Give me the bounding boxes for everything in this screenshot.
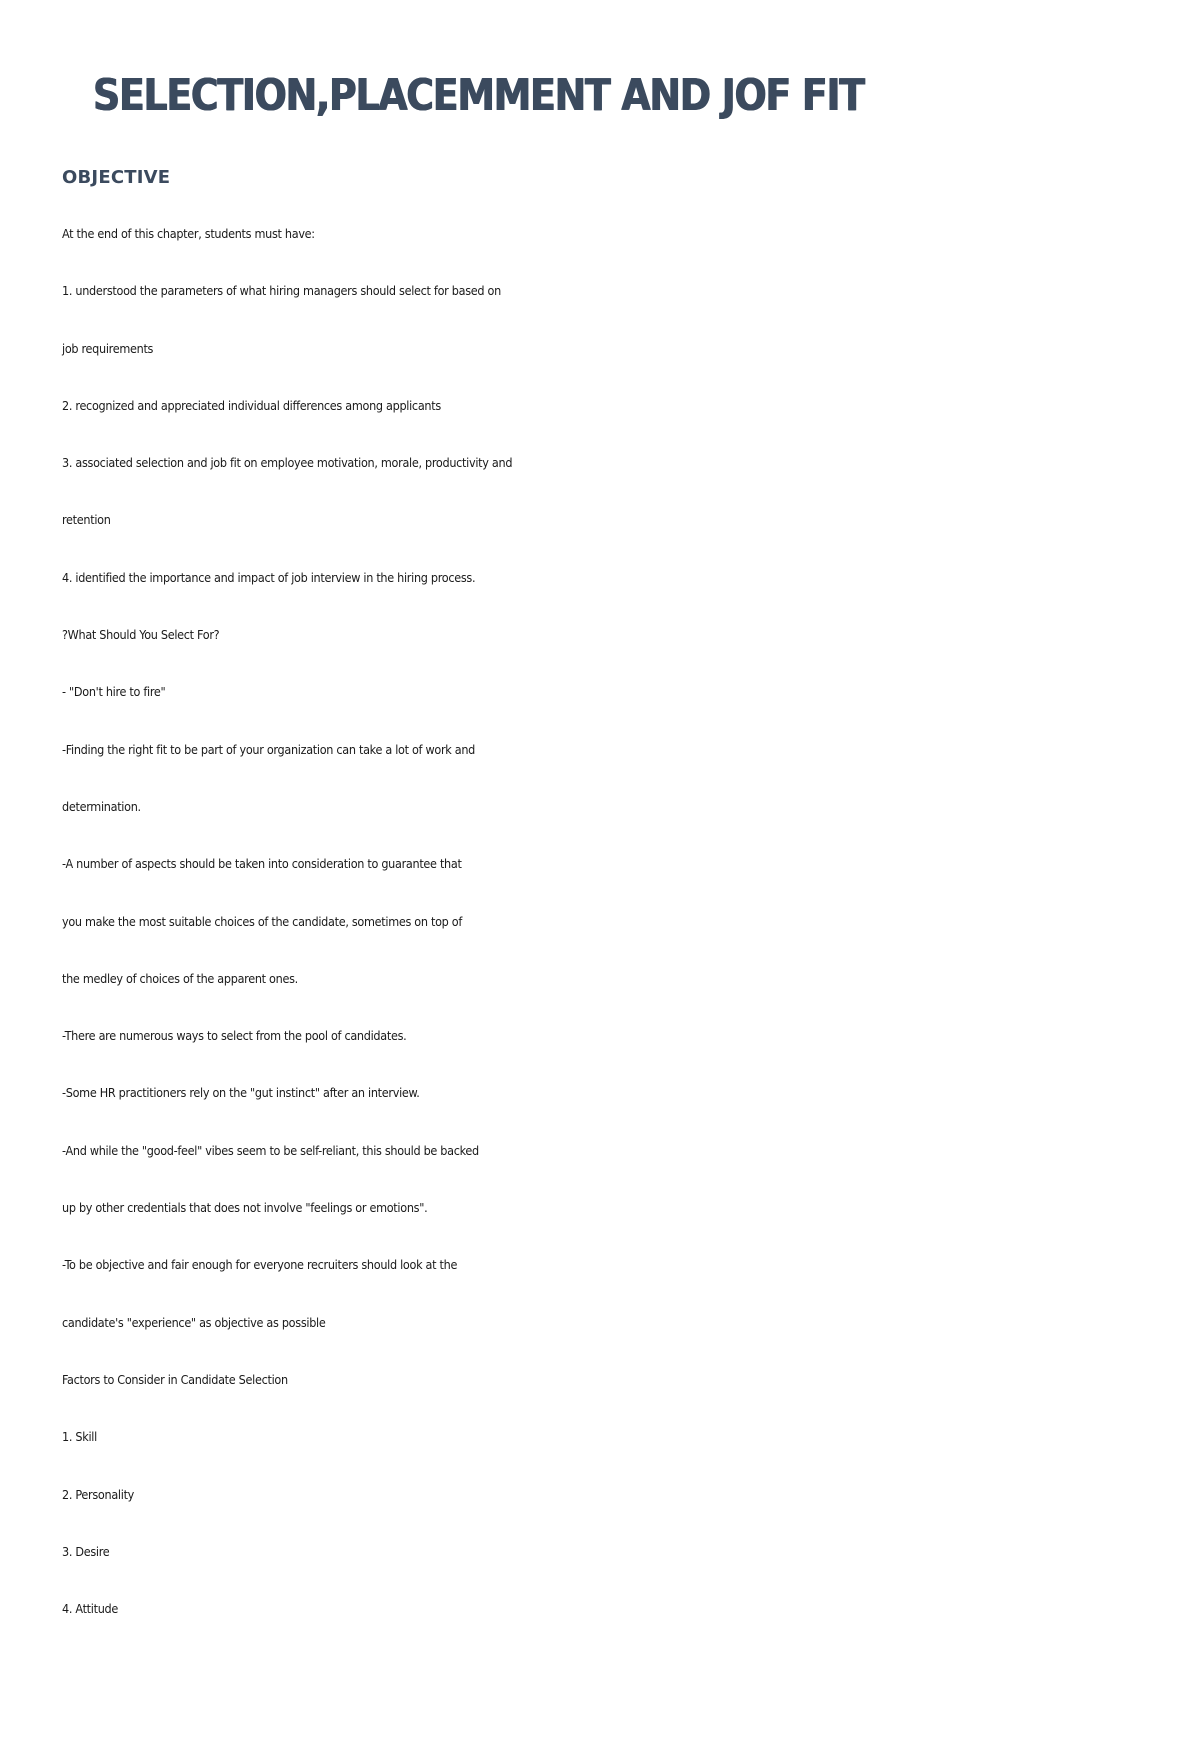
subheading-factors: Factors to Consider in Candidate Selection [62,1371,288,1387]
section-heading-objective: OBJECTIVE [62,167,171,188]
subheading-what-to-select: ?What Should You Select For? [62,627,220,643]
text-line: candidate's "experience" as objective as possible [62,1314,326,1330]
text-line: 1. understood the parameters of what hiring managers should select for based on [62,283,501,299]
text-line: -And while the "good-feel" vibes seem to be self-reliant, this should be backed [62,1142,479,1158]
text-line: determination. [62,798,141,814]
text-line: 4. identified the importance and impact of job interview in the hiring process. [62,569,476,585]
list-item: 4. Attitude [62,1601,119,1617]
text-line: retention [62,512,111,528]
text-line: -Some HR practitioners rely on the "gut instinct" after an interview. [62,1085,420,1101]
text-line: -There are numerous ways to select from the pool of candidates. [62,1028,407,1044]
text-line: up by other credentials that does not involve "feelings or emotions". [62,1200,428,1216]
text-line: 2. recognized and appreciated individual differences among applicants [62,397,441,413]
text-line: the medley of choices of the apparent ones. [62,970,298,986]
text-line: 3. associated selection and job fit on employee motivation, morale, productivity and [62,455,513,471]
document-title: SELECTION,PLACEMMENT AND JOF FIT [93,70,864,121]
text-line: - "Don't hire to fire" [62,684,166,700]
text-line: you make the most suitable choices of the candidate, sometimes on top of [62,913,463,929]
body-text [62,224,1142,1656]
text-line: job requirements [62,340,154,356]
list-item: 3. Desire [62,1543,110,1559]
text-line: At the end of this chapter, students must have: [62,226,315,241]
text-line: -Finding the right fit to be part of your organization can take a lot of work and [62,741,476,757]
list-item: 1. Skill [62,1429,97,1445]
text-line: -To be objective and fair enough for everyone recruiters should look at the [62,1257,458,1273]
list-item: 2. Personality [62,1486,135,1502]
text-line: -A number of aspects should be taken into consideration to guarantee that [62,856,462,872]
